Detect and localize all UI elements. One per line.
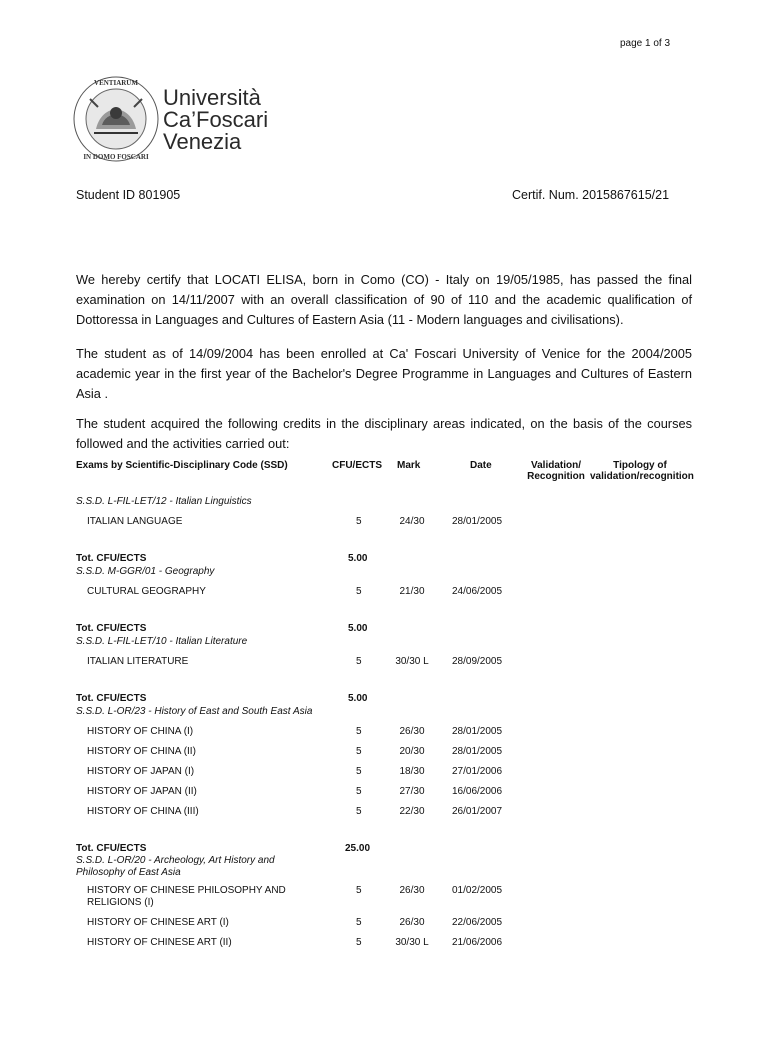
total-label: Tot. CFU/ECTS	[76, 623, 147, 634]
logo-line-3: Venezia	[163, 129, 242, 154]
exam-date: 26/01/2007	[452, 806, 503, 817]
ssd-heading: S.S.D. L-FIL-LET/10 - Italian Literature	[76, 636, 248, 647]
exam-mark: 30/30 L	[395, 937, 429, 948]
exam-cfu: 5	[356, 786, 362, 797]
logo-line-2: Ca’Foscari	[163, 107, 269, 132]
exam-date: 24/06/2005	[452, 586, 503, 597]
exam-date: 01/02/2005	[452, 885, 503, 896]
certification-paragraph: We hereby certify that LOCATI ELISA, born in Como (CO) - Italy on 19/05/1985, has passed the final examination on 14/11/2007 with an overall classification of 90 of 110 and the academic qualification of Dottoressa in Languages and Cultures of Eastern Asia (11 - Modern languages and civilisations).	[76, 272, 692, 327]
ssd-heading: S.S.D. L-OR/20 - Archeology, Art History and Philosophy of East Asia	[76, 855, 275, 878]
header-exams: Exams by Scientific-Disciplinary Code (SSD)	[76, 460, 288, 471]
exam-cfu: 5	[356, 885, 362, 896]
total-value: 25.00	[345, 843, 371, 854]
table-row	[0, 885, 768, 911]
exam-mark: 26/30	[399, 917, 425, 928]
total-value: 5.00	[348, 553, 368, 564]
university-name	[163, 87, 268, 153]
exam-name: HISTORY OF CHINA (II)	[87, 746, 196, 757]
exam-name: ITALIAN LANGUAGE	[87, 516, 183, 527]
table-row	[0, 786, 768, 802]
total-value: 5.00	[348, 623, 368, 634]
header-validation: Validation/ Recognition	[527, 460, 585, 482]
exam-cfu: 5	[356, 656, 362, 667]
exam-mark: 30/30 L	[395, 656, 429, 667]
exam-cfu: 5	[356, 806, 362, 817]
exam-cfu: 5	[356, 746, 362, 757]
exam-cfu: 5	[356, 766, 362, 777]
exam-cfu: 5	[356, 726, 362, 737]
svg-text:IN DOMO FOSCARI: IN DOMO FOSCARI	[83, 153, 149, 161]
exam-cfu: 5	[356, 917, 362, 928]
header-date: Date	[470, 460, 492, 471]
exam-cfu: 5	[356, 586, 362, 597]
university-seal-logo	[72, 73, 160, 170]
total-value: 5.00	[348, 693, 368, 704]
credits-intro-paragraph: The student acquired the following credits in the disciplinary areas indicated, on the basis of the courses followed and the activities carried out:	[76, 416, 692, 451]
exam-cfu: 5	[356, 937, 362, 948]
exam-date: 28/01/2005	[452, 746, 503, 757]
table-row	[0, 656, 768, 672]
exam-name: HISTORY OF CHINESE ART (II)	[87, 937, 232, 948]
exam-date: 16/06/2006	[452, 786, 503, 797]
header-cfu: CFU/ECTS	[332, 460, 382, 471]
table-row	[0, 586, 768, 602]
enrollment-paragraph: The student as of 14/09/2004 has been enrolled at Ca' Foscari University of Venice for the 2004/2005 academic year in the first year of the Bachelor's Degree Programme in Languages and Cultures of Eastern Asia .	[76, 346, 692, 401]
exam-name: HISTORY OF CHINA (I)	[87, 726, 194, 737]
svg-text:VENTIARUM: VENTIARUM	[94, 79, 138, 87]
exam-mark: 21/30	[399, 586, 425, 597]
exam-name: HISTORY OF JAPAN (I)	[87, 766, 195, 777]
page-number: page 1 of 3	[620, 38, 671, 49]
logo-line-1: Università	[163, 85, 261, 110]
exam-mark: 20/30	[399, 746, 425, 757]
total-label: Tot. CFU/ECTS	[76, 693, 147, 704]
exam-date: 22/06/2005	[452, 917, 503, 928]
exam-name: HISTORY OF CHINA (III)	[87, 806, 199, 817]
exam-name: HISTORY OF CHINESE ART (I)	[87, 917, 229, 928]
exam-date: 27/01/2006	[452, 766, 503, 777]
exam-date: 28/01/2005	[452, 516, 503, 527]
table-row	[0, 516, 768, 532]
table-row	[0, 746, 768, 762]
exam-mark: 27/30	[399, 786, 425, 797]
exam-mark: 26/30	[399, 726, 425, 737]
total-label: Tot. CFU/ECTS	[76, 843, 147, 854]
exam-name: HISTORY OF JAPAN (II)	[87, 786, 197, 797]
exam-mark: 24/30	[399, 516, 425, 527]
exam-cfu: 5	[356, 516, 362, 527]
table-row	[0, 806, 768, 822]
table-row	[0, 766, 768, 782]
table-row	[0, 917, 768, 933]
header-mark: Mark	[397, 460, 421, 471]
exam-date: 28/09/2005	[452, 656, 503, 667]
certificate-number: Certif. Num. 2015867615/21	[512, 188, 670, 202]
ssd-heading: S.S.D. L-OR/23 - History of East and South East Asia	[76, 706, 313, 717]
ssd-heading: S.S.D. L-FIL-LET/12 - Italian Linguistics	[76, 496, 252, 507]
exam-name: ITALIAN LITERATURE	[87, 656, 189, 667]
exam-mark: 26/30	[399, 885, 425, 896]
table-row	[0, 726, 768, 742]
ssd-heading: S.S.D. M-GGR/01 - Geography	[76, 566, 215, 577]
student-id: Student ID 801905	[76, 188, 181, 202]
exam-mark: 22/30	[399, 806, 425, 817]
exam-name: CULTURAL GEOGRAPHY	[87, 586, 206, 597]
exam-mark: 18/30	[399, 766, 425, 777]
header-tipology: Tipology of validation/recognition	[590, 460, 694, 482]
table-row	[0, 937, 768, 953]
exam-name: HISTORY OF CHINESE PHILOSOPHY AND RELIGIONS (I)	[87, 885, 286, 908]
total-label: Tot. CFU/ECTS	[76, 553, 147, 564]
exam-date: 28/01/2005	[452, 726, 503, 737]
exam-date: 21/06/2006	[452, 937, 503, 948]
